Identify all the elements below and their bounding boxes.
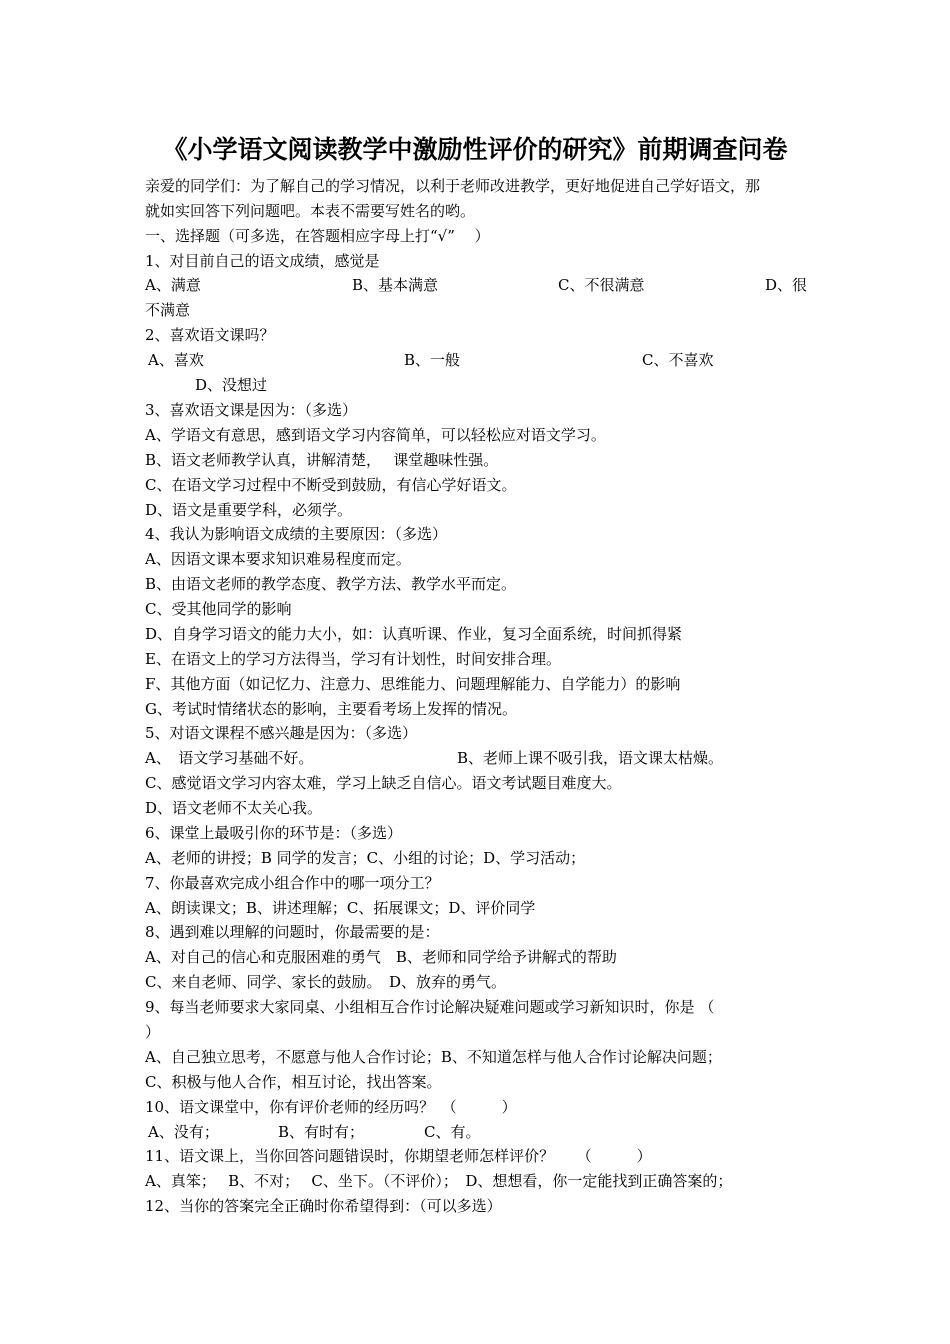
question-9-cont: ） [145, 1023, 161, 1041]
q5-option-b[interactable]: B、老师上课不吸引我，语文课太枯燥。 [457, 749, 724, 767]
q1-option-d[interactable]: D、很 [765, 276, 808, 294]
q8-options-line-2[interactable]: C、来自老师、同学、家长的鼓励。 D、放弃的勇气。 [145, 973, 507, 991]
q1-option-b[interactable]: B、基本满意 [352, 276, 439, 294]
question-4: 4、我认为影响语文成绩的主要原因：（多选） [145, 525, 448, 543]
q5-option-c[interactable]: C、感觉语文学习内容太难，学习上缺乏自信心。语文考试题目难度大。 [145, 774, 622, 792]
q11-options[interactable]: A、真笨； B、不对； C、坐下。（不评价）； D、想想看，你一定能找到正确答案的； [145, 1172, 733, 1190]
question-1: 1、对目前自己的语文成绩，感觉是 [145, 252, 380, 270]
question-7: 7、你最喜欢完成小组合作中的哪一项分工？ [145, 874, 440, 892]
question-9: 9、每当老师要求大家同桌、小组相互合作讨论解决疑难问题或学习新知识时，你是 （ [145, 998, 715, 1016]
q3-option-b[interactable]: B、语文老师教学认真，讲解清楚， 课堂趣味性强。 [145, 451, 499, 469]
intro-line-1: 亲爱的同学们：为了解自己的学习情况，以利于老师改进教学，更好地促进自己学好语文，那 [145, 177, 761, 195]
q9-options-line-2[interactable]: C、积极与他人合作，相互讨论，找出答案。 [145, 1073, 442, 1091]
question-11: 11、语文课上，当你回答问题错误时，你期望老师怎样评价？ （ ） [145, 1147, 652, 1165]
q4-option-d[interactable]: D、自身学习语文的能力大小，如：认真听课、作业，复习全面系统，时间抓得紧 [145, 625, 683, 643]
q2-option-c[interactable]: C、不喜欢 [642, 351, 714, 369]
question-2: 2、喜欢语文课吗？ [145, 326, 275, 344]
q10-option-c[interactable]: C、有。 [424, 1123, 481, 1141]
q3-option-a[interactable]: A、学语文有意思，感到语文学习内容简单，可以轻松应对语文学习。 [145, 426, 606, 444]
q2-option-a[interactable]: A、喜欢 [148, 351, 204, 369]
q10-option-a[interactable]: A、没有； [148, 1123, 219, 1141]
q2-option-d[interactable]: D、没想过 [195, 376, 268, 394]
intro-line-2: 就如实回答下列问题吧。本表不需要写姓名的哟。 [145, 202, 476, 220]
q1-option-c[interactable]: C、不很满意 [558, 276, 645, 294]
question-8: 8、遇到难以理解的问题时，你最需要的是： [145, 923, 440, 941]
q5-option-d[interactable]: D、语文老师不太关心我。 [145, 799, 323, 817]
question-10: 10、语文课堂中，你有评价老师的经历吗？ （ ） [145, 1098, 517, 1116]
question-5: 5、对语文课程不感兴趣是因为：（多选） [145, 724, 418, 742]
question-3: 3、喜欢语文课是因为：（多选） [145, 401, 358, 419]
q4-option-g[interactable]: G、考试时情绪状态的影响，主要看考场上发挥的情况。 [145, 700, 517, 718]
q10-option-b[interactable]: B、有时有； [278, 1123, 365, 1141]
question-6: 6、课堂上最吸引你的环节是：（多选） [145, 824, 403, 842]
page-title: 《小学语文阅读教学中激励性评价的研究》前期调查问卷 [162, 135, 788, 164]
q4-option-f[interactable]: F、其他方面（如记忆力、注意力、思维能力、问题理解能力、自学能力）的影响 [145, 675, 681, 693]
q1-option-a[interactable]: A、满意 [145, 276, 201, 294]
q7-options[interactable]: A、朗读课文；B、讲述理解；C、拓展课文；D、评价同学 [145, 899, 536, 917]
q4-option-a[interactable]: A、因语文课本要求知识难易程度而定。 [145, 550, 411, 568]
q3-option-c[interactable]: C、在语文学习过程中不断受到鼓励，有信心学好语文。 [145, 476, 517, 494]
q6-options[interactable]: A、老师的讲授；B 同学的发言；C、小组的讨论；D、学习活动； [145, 849, 586, 867]
q4-option-b[interactable]: B、由语文老师的教学态度、教学方法、教学水平而定。 [145, 575, 517, 593]
q4-option-e[interactable]: E、在语文上的学习方法得当，学习有计划性，时间安排合理。 [145, 650, 561, 668]
q5-option-a[interactable]: A、 语文学习基础不好。 [145, 749, 314, 767]
q9-options-line-1[interactable]: A、自己独立思考，不愿意与他人合作讨论；B、不知道怎样与他人合作讨论解决问题； [145, 1048, 722, 1066]
q4-option-c[interactable]: C、受其他同学的影响 [145, 600, 292, 618]
section-heading: 一、选择题（可多选，在答题相应字母上打“√” ） [145, 227, 490, 245]
q2-option-b[interactable]: B、一般 [404, 351, 461, 369]
question-12: 12、当你的答案完全正确时你希望得到：（可以多选） [145, 1197, 502, 1215]
q1-option-d-cont: 不满意 [145, 301, 191, 319]
q3-option-d[interactable]: D、语文是重要学科，必须学。 [145, 501, 353, 519]
q8-options-line-1[interactable]: A、对自己的信心和克服困难的勇气 B、老师和同学给予讲解式的帮助 [145, 948, 617, 966]
